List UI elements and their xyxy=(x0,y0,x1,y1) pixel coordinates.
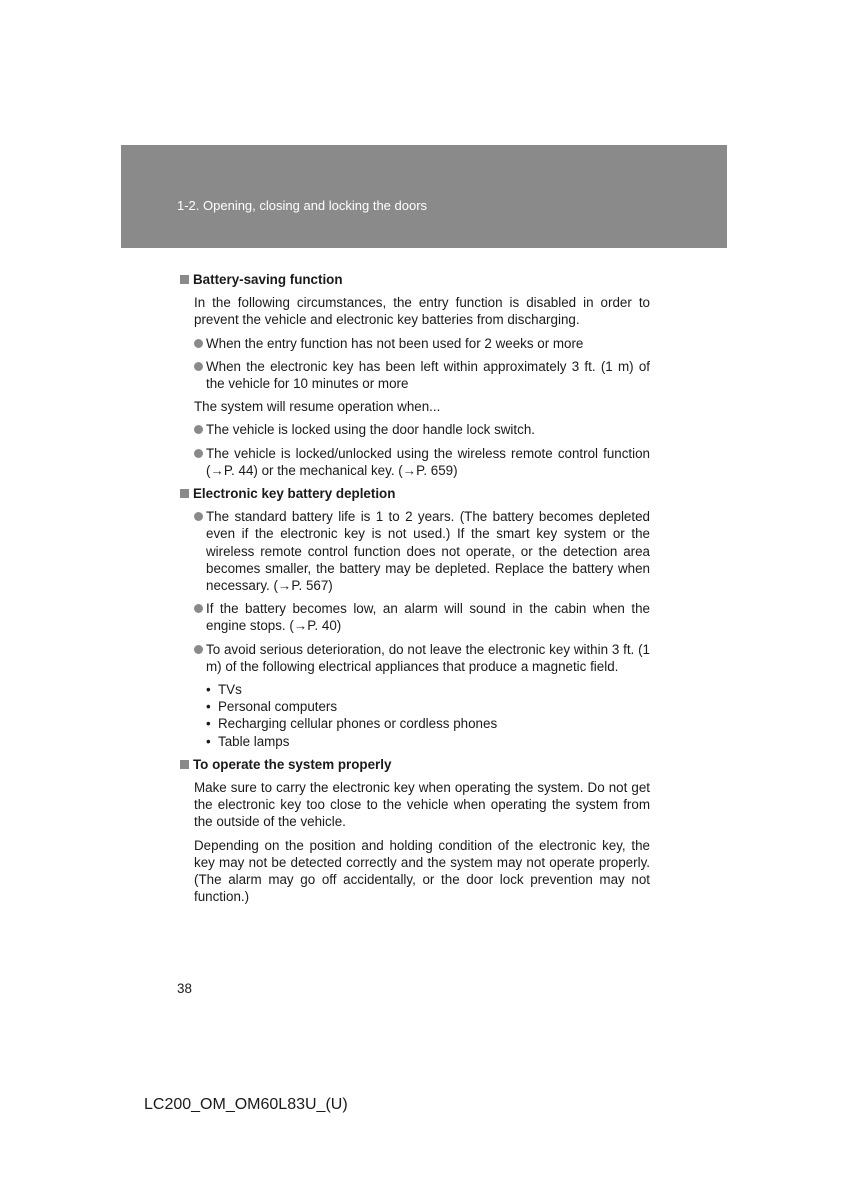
section-title-battery-saving xyxy=(180,271,650,288)
list-item xyxy=(194,508,650,594)
list-item-text: The vehicle is locked using the door handle lock switch. xyxy=(206,422,535,438)
sub-list-item: • Table lamps xyxy=(206,733,290,749)
list-item-text: When the electronic key has been left within approximately 3 ft. (1 m) of the vehicle for 10 minutes or more xyxy=(206,358,650,392)
page-content xyxy=(180,271,650,912)
document-id: LC200_OM_OM60L83U_(U) xyxy=(144,1096,348,1113)
section-title-text: To operate the system properly xyxy=(193,756,392,772)
list-item-text: To avoid serious deterioration, do not leave the electronic key within 3 ft. (1 m) of the following electrical appliances that produce a magnetic field. xyxy=(206,641,650,674)
circle-bullet-icon xyxy=(194,425,203,434)
square-bullet-icon xyxy=(180,489,189,498)
appliance-list xyxy=(206,681,650,750)
sub-list-item-text: Recharging cellular phones or cordless phones xyxy=(218,716,498,732)
list-item xyxy=(194,421,650,438)
page-number: 38 xyxy=(177,981,192,996)
sub-list-item: • TVs xyxy=(206,682,242,698)
square-bullet-icon xyxy=(180,760,189,769)
section-title-text: Battery-saving function xyxy=(193,272,343,287)
circle-bullet-icon xyxy=(194,512,203,521)
circle-bullet-icon xyxy=(194,449,203,458)
list-item-text: The standard battery life is 1 to 2 years. (The battery becomes depleted even if the electronic key is not used.) If the smart key system or the wireless remote control function does not operate, or the detection area becomes smaller, the battery may be depleted. Replace the battery when necessary. (→P. 567) xyxy=(206,509,650,594)
sub-list-item-text: TVs xyxy=(218,682,242,698)
list-item xyxy=(194,335,650,352)
circle-bullet-icon xyxy=(194,339,203,348)
square-bullet-icon xyxy=(180,275,189,284)
chapter-title: 1-2. Opening, closing and locking the doors xyxy=(177,198,428,213)
sub-list-item: • Personal computers xyxy=(206,699,338,715)
list-item-text: The vehicle is locked/unlocked using the wireless remote control function (→P. 44) or the mechanical key. (→P. 659) xyxy=(206,445,650,478)
list-item xyxy=(194,641,650,675)
section-title-text: Electronic key battery depletion xyxy=(193,486,396,502)
chapter-header-band xyxy=(121,145,727,248)
sub-list-item-text: Personal computers xyxy=(218,699,338,715)
sub-list-item-text: Table lamps xyxy=(218,733,290,749)
list-item xyxy=(194,358,650,392)
list-item xyxy=(194,600,650,634)
list-item-text: When the entry function has not been used for 2 weeks or more xyxy=(206,335,584,351)
section-title-operate-properly xyxy=(180,756,650,773)
list-item-text: If the battery becomes low, an alarm will sound in the cabin when the engine stops. (→P. 40) xyxy=(206,601,650,634)
sub-list-item: • Recharging cellular phones or cordless phones xyxy=(206,716,498,732)
paragraph: Make sure to carry the electronic key when operating the system. Do not get the electronic key too close to the vehicle when operating the system from the outside of the vehicle. xyxy=(194,780,650,830)
paragraph: In the following circumstances, the entry function is disabled in order to prevent the vehicle and electronic key batteries from discharging. xyxy=(194,295,650,328)
section-title-battery-depletion xyxy=(180,485,650,502)
paragraph: The system will resume operation when... xyxy=(194,399,441,415)
circle-bullet-icon xyxy=(194,604,203,613)
circle-bullet-icon xyxy=(194,645,203,654)
list-item xyxy=(194,445,650,479)
paragraph: Depending on the position and holding condition of the electronic key, the key may not be detected correctly and the system may not operate properly. (The alarm may go off accidentally, or the door lock prevention may not function.) xyxy=(194,837,650,905)
circle-bullet-icon xyxy=(194,362,203,371)
